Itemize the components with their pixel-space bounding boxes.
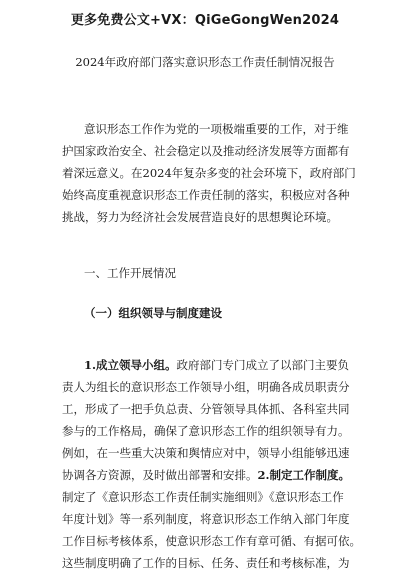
body-line-9: 工作目标考核体系，使意识形态工作有章可循、有据可依。	[62, 534, 361, 548]
body-line-7: 制定了《意识形态工作责任制实施细则》《意识形态工作	[62, 490, 344, 504]
body-text: 政府部门专门成立了以部门主要负	[176, 358, 350, 372]
subsection-heading: （一）组织领导与制度建设	[84, 306, 222, 320]
promo-header: 更多免费公文+VX：QiGeGongWen2024	[70, 13, 340, 28]
body-line-5: 例如，在一些重大决策和舆情应对中，领导小组能够迅速	[62, 446, 350, 460]
body-text: 协调各方资源，及时做出部署和安排。	[62, 468, 258, 482]
item-1-heading: 1.成立领导小组。	[84, 358, 177, 372]
intro-line-1: 意识形态工作作为党的一项极端重要的工作，对于维	[84, 122, 349, 136]
item-2-heading: 2.制定工作制度。	[257, 468, 351, 482]
body-line-4: 参与的工作格局，确保了意识形态工作的组织领导有力。	[62, 424, 350, 438]
body-line-2: 责人为组长的意识形态工作领导小组，明确各成员职责分	[62, 380, 350, 394]
body-line-8: 年度计划》等一系列制度，将意识形态工作纳入部门年度	[62, 512, 350, 526]
body-line-3: 工，形成了一把手负总责、分管领导具体抓、各科室共同	[62, 402, 350, 416]
intro-line-4: 始终高度重视意识形态工作责任制的落实，积极应对各种	[62, 188, 350, 202]
body-line-10: 这些制度明确了工作的目标、任务、责任和考核标准，为	[62, 556, 350, 570]
section-heading: 一、工作开展情况	[84, 266, 176, 280]
document-title: 2024年政府部门落实意识形态工作责任制情况报告	[75, 55, 335, 69]
intro-line-3: 着深远意义。在2024年复杂多变的社会环境下，政府部门	[62, 166, 356, 180]
intro-line-2: 护国家政治安全、社会稳定以及推动经济发展等方面都有	[62, 144, 350, 158]
intro-line-5: 挑战，努力为经济社会发展营造良好的思想舆论环境。	[62, 210, 338, 224]
body-line-1	[84, 357, 384, 373]
body-line-6	[62, 467, 362, 483]
